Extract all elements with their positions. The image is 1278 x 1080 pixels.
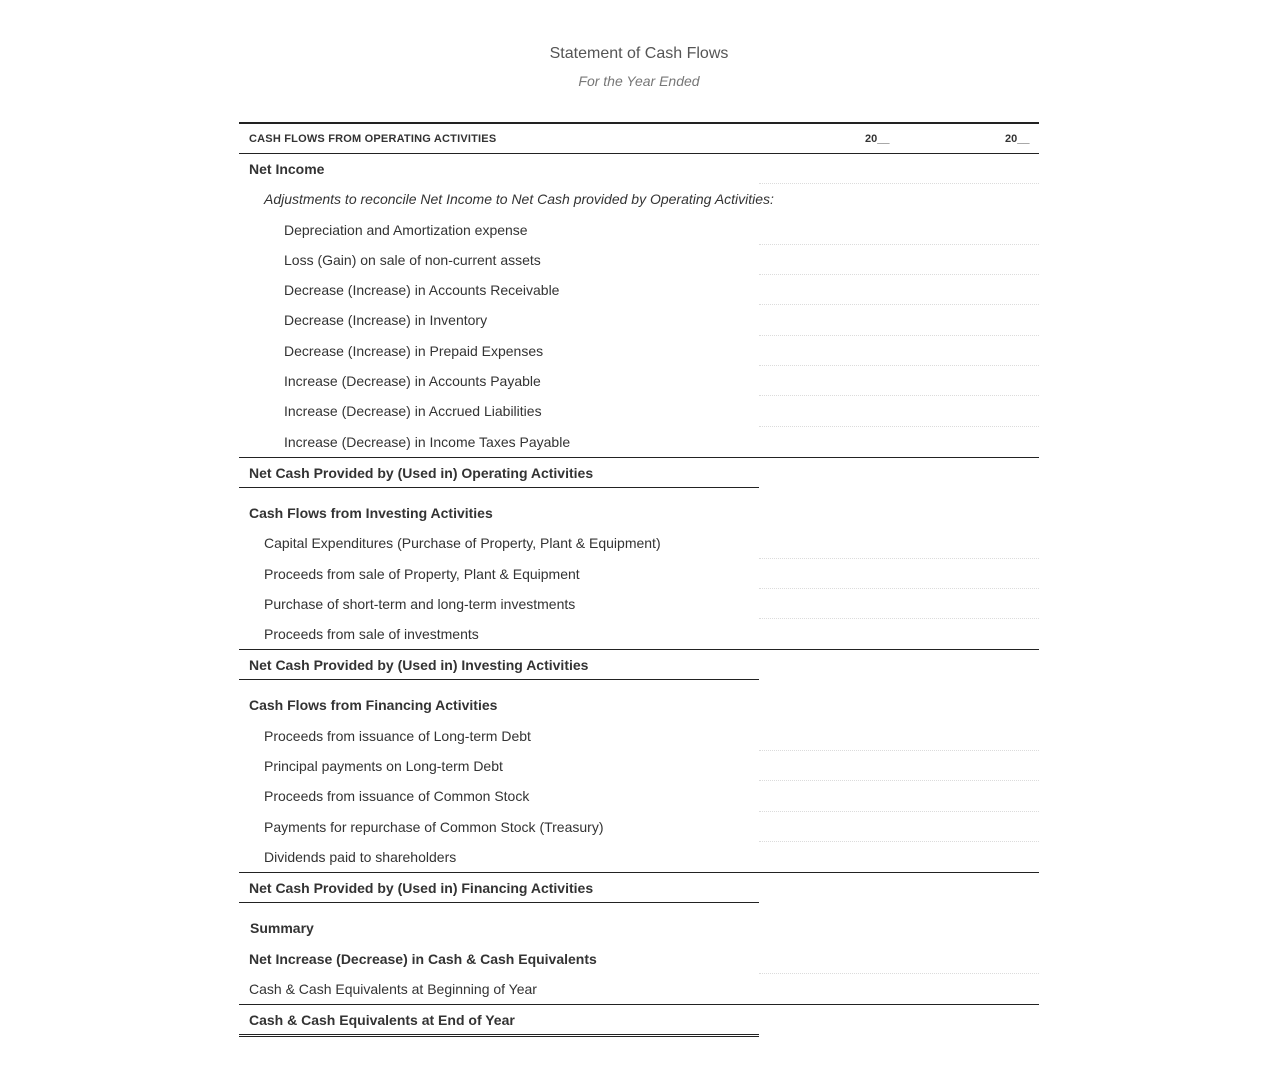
- cash-flow-statement: [239, 122, 1039, 1035]
- net-income-label: Net Income: [249, 161, 325, 177]
- line-item-label: Decrease (Increase) in Inventory: [284, 312, 488, 329]
- year-column-2-header: 20__: [1005, 133, 1030, 145]
- table-row: [239, 812, 1039, 842]
- line-item-label: Principal payments on Long-term Debt: [264, 758, 503, 775]
- page-title: Statement of Cash Flows: [549, 45, 729, 62]
- beginning-cash-label: Cash & Cash Equivalents at Beginning of Year: [249, 980, 537, 997]
- table-row: [239, 305, 1039, 335]
- financing-total-label: Net Cash Provided by (Used in) Financing Activities: [249, 880, 594, 897]
- total-underline: [239, 487, 759, 488]
- table-row: [239, 336, 1039, 366]
- table-row: [239, 619, 1039, 649]
- financing-section-heading: [239, 690, 1039, 720]
- table-row: [239, 842, 1039, 872]
- double-underline: [239, 1034, 759, 1037]
- net-change-label: Net Increase (Decrease) in Cash & Cash Equivalents: [249, 950, 597, 967]
- ending-cash-label: Cash & Cash Equivalents at End of Year: [249, 1012, 515, 1029]
- line-item-label: Dividends paid to shareholders: [264, 848, 457, 865]
- total-underline: [239, 902, 759, 903]
- summary-heading-label: Summary: [250, 920, 314, 937]
- ending-cash-row: [239, 1004, 1039, 1035]
- table-row: [239, 396, 1039, 426]
- line-item-label: Decrease (Increase) in Accounts Receivable: [284, 282, 560, 299]
- table-row: [239, 721, 1039, 751]
- investing-heading-label: Cash Flows from Investing Activities: [249, 504, 493, 521]
- operating-total-row: [239, 457, 1039, 488]
- adjustments-label: Adjustments to reconcile Net Income to Net Cash provided by Operating Activities:: [264, 191, 774, 208]
- table-row: [239, 275, 1039, 305]
- table-row: [239, 427, 1039, 457]
- financing-total-row: [239, 872, 1039, 903]
- line-item-label: Purchase of short-term and long-term investments: [264, 595, 576, 612]
- financing-heading-label: Cash Flows from Financing Activities: [249, 697, 498, 714]
- investing-section-heading: [239, 498, 1039, 528]
- summary-section-heading: [239, 913, 1039, 943]
- table-row: [239, 559, 1039, 589]
- line-item-label: Payments for repurchase of Common Stock (Treasury): [264, 818, 604, 835]
- year-column-1-header: 20__: [865, 133, 890, 145]
- line-item-label: Decrease (Increase) in Prepaid Expenses: [284, 342, 544, 359]
- line-item-label: Proceeds from issuance of Long-term Debt: [264, 727, 531, 744]
- table-row: [239, 528, 1039, 558]
- table-header: [239, 122, 1039, 154]
- table-row: [239, 245, 1039, 275]
- line-item-label: Increase (Decrease) in Accrued Liabilities: [284, 403, 542, 420]
- line-item-label: Proceeds from issuance of Common Stock: [264, 788, 530, 805]
- net-income-row: [239, 154, 1039, 184]
- operating-total-label: Net Cash Provided by (Used in) Operating Activities: [249, 464, 594, 481]
- net-change-row: [239, 944, 1039, 974]
- line-item-label: Increase (Decrease) in Accounts Payable: [284, 373, 541, 390]
- table-row: [239, 366, 1039, 396]
- operating-header-label: CASH FLOWS FROM OPERATING ACTIVITIES: [249, 133, 497, 145]
- line-item-label: Increase (Decrease) in Income Taxes Payable: [284, 433, 571, 450]
- table-row: [239, 751, 1039, 781]
- line-item-label: Loss (Gain) on sale of non-current assets: [284, 251, 541, 268]
- page-subtitle: For the Year Ended: [578, 73, 700, 89]
- beginning-cash-row: [239, 974, 1039, 1004]
- investing-total-row: [239, 649, 1039, 680]
- line-item-label: Proceeds from sale of investments: [264, 626, 479, 643]
- table-row: [239, 215, 1039, 245]
- table-row: [239, 781, 1039, 811]
- adjustments-row: [239, 184, 1039, 214]
- table-row: [239, 589, 1039, 619]
- total-underline: [239, 679, 759, 680]
- investing-total-label: Net Cash Provided by (Used in) Investing Activities: [249, 657, 589, 674]
- line-item-label: Proceeds from sale of Property, Plant & Equipment: [264, 565, 580, 582]
- line-item-label: Capital Expenditures (Purchase of Property, Plant & Equipment): [264, 535, 661, 552]
- line-item-label: Depreciation and Amortization expense: [284, 221, 528, 238]
